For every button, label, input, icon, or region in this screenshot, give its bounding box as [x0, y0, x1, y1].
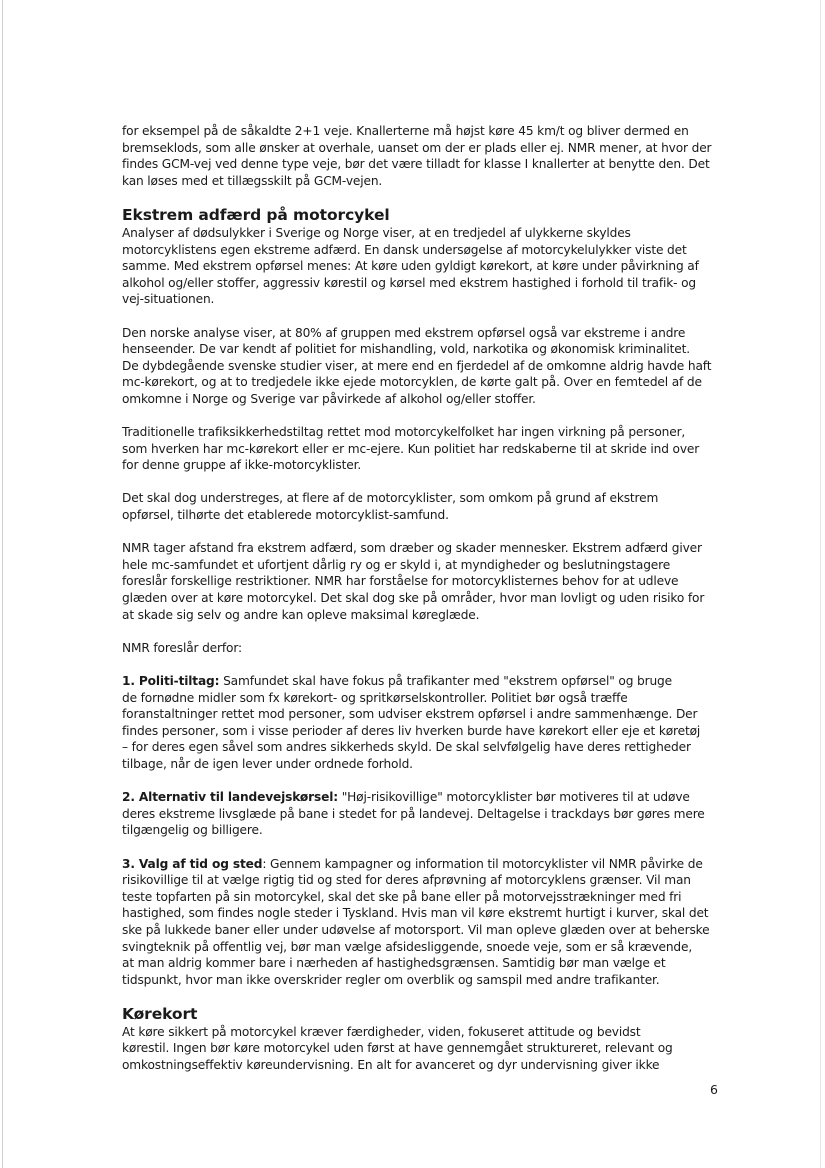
text-line: Den norske analyse viser, at 80% af gruppen med ekstrem opførsel også var ekstreme i andre — [122, 325, 686, 340]
section-heading-license: Kørekort — [122, 1004, 198, 1023]
text-line — [122, 856, 722, 873]
intro-paragraph — [122, 123, 722, 189]
proposal-lead: 1. Politi-tiltag: — [122, 674, 220, 688]
text-line: samme. Med ekstrem opførsel menes: At køre uden gyldigt kørekort, at køre under påvirkning af — [122, 259, 699, 274]
proposal-item — [122, 673, 722, 773]
text-line: for denne gruppe af ikke-motorcyklister. — [122, 458, 362, 473]
proposal-lead: 2. Alternativ til landevejskørsel: — [122, 790, 338, 805]
text-line: for eksempel på de såkaldte 2+1 veje. Knallerterne må højst køre 45 km/t og bliver dermed en — [122, 124, 689, 138]
license-paragraph — [122, 1024, 722, 1074]
proposal-text: "Høj-risikovillige" motorcyklister bør motiveres til at udøve — [337, 790, 690, 805]
page-number: 6 — [710, 1082, 718, 1097]
body-paragraph — [122, 540, 722, 623]
proposal-text: Samfundet skal have fokus på trafikanter med "ekstrem opførsel" og bruge — [219, 674, 672, 688]
text-line: alkohol og/eller stoffer, aggressiv kørestil og kørsel med ekstrem hastighed i forhold til trafik- og — [122, 275, 696, 290]
text-line: At køre sikkert på motorcykel kræver færdigheder, viden, fokuseret attitude og bevidst — [122, 1024, 641, 1039]
text-line: hastighed, som findes nogle steder i Tyskland. Hvis man vil køre ekstremt hurtigt i kurver, skal det — [122, 906, 709, 921]
text-line: De dybdegående svenske studier viser, at mere end en fjerdedel af de omkomne aldrig havde haft — [122, 358, 712, 373]
proposal-lead: 3. Valg af tid og sted — [122, 856, 263, 871]
body-paragraph — [122, 325, 722, 408]
text-line: Det skal dog understreges, at flere af de motorcyklister, som omkom på grund af ekstrem — [122, 491, 659, 506]
body-paragraph — [122, 640, 722, 657]
text-line: foreslår forskellige restriktioner. NMR har forståelse for motorcyklisternes behov for at udleve — [122, 574, 679, 589]
text-line: Analyser af dødsulykker i Sverige og Norge viser, at en tredjedel af ulykkerne skyldes — [122, 225, 631, 240]
text-line — [122, 789, 722, 806]
text-line: omkostningseffektiv køreundervisning. En alt for avanceret og dyr undervisning giver ikke — [122, 1058, 660, 1073]
text-line: findes personer, som i visse perioder af deres liv hverken burde have kørekort eller eje et køretøj — [122, 723, 701, 738]
proposal-text: : Gennem kampagner og information til motorcyklister vil NMR påvirke de — [262, 856, 703, 871]
text-line: – for deres egen såvel som andres sikkerheds skyld. De skal selvfølgelig have deres rettigheder — [122, 740, 691, 755]
text-line: kørestil. Ingen bør køre motorcykel uden først at have gennemgået struktureret, relevant og — [122, 1041, 673, 1056]
text-line: at man aldrig kommer bare i nærheden af hastighedsgrænsen. Samtidig bør man vælge et — [122, 956, 666, 971]
text-line: foranstaltninger rettet mod personer, som udviser ekstrem opførsel i andre sammenhænge. Der — [122, 707, 698, 722]
text-line: tidspunkt, hvor man ikke overskrider regler om overblik og samspil med andre trafikanter. — [122, 972, 660, 987]
text-line: hele mc-samfundet et ufortjent dårlig ry og er skyld i, at myndigheder og beslutningstagere — [122, 557, 671, 572]
text-line: henseender. De var kendt af politiet for mishandling, vold, narkotika og økonomisk kriminalitet. — [122, 342, 690, 357]
proposal-item — [122, 856, 722, 989]
text-line: kan løses med et tillægsskilt på GCM-vejen. — [122, 173, 383, 188]
text-line: glæden over at køre motorcykel. Det skal dog ske på områder, hvor man lovligt og uden risiko for — [122, 591, 705, 606]
text-line: som hverken har mc-kørekort eller er mc-ejere. Kun politiet har redskaberne til at skride ind over — [122, 441, 700, 456]
text-line: opførsel, tilhørte det etablerede motorcyklist-samfund. — [122, 508, 449, 523]
text-line — [122, 673, 722, 690]
text-line: mc-kørekort, og at to tredjedele ikke ejede motorcyklen, de kørte galt på. Over en femtedel af de — [122, 375, 702, 390]
text-line: bremseklods, som alle ønsker at overhale, uanset om der er plads eller ej. NMR mener, at hvor der — [122, 140, 712, 155]
text-line: risikovillige til at vælge rigtig tid og sted for deres afprøvning af motorcyklens grænser. Vil man — [122, 873, 691, 888]
text-line: ske på lukkede baner eller under udøvelse af motorsport. Vil man opleve glæden over at beherske — [122, 922, 710, 937]
scan-edge-line — [2, 0, 3, 1168]
body-paragraph — [122, 225, 722, 308]
text-line: de fornødne midler som fx kørekort- og spritkørselskontroller. Politiet bør også træffe — [122, 690, 628, 705]
text-line: Traditionelle trafiksikkerhedstiltag rettet mod motorcykelfolket har ingen virkning på personer, — [122, 425, 686, 440]
text-line: tilbage, når de igen lever under ordnede forhold. — [122, 756, 413, 771]
body-paragraph — [122, 424, 722, 474]
document-body — [122, 123, 722, 1090]
text-line: omkomne i Norge og Sverige var påvirkede af alkohol og/eller stoffer. — [122, 391, 536, 406]
proposal-item — [122, 789, 722, 839]
body-paragraph — [122, 490, 722, 523]
text-line: svingteknik på offentlig vej, bør man vælge afsidesliggende, snoede veje, som er så krævende, — [122, 939, 693, 954]
text-line: deres ekstreme livsglæde på bane i stedet for på landevej. Deltagelse i trackdays bør gøres mere — [122, 806, 705, 821]
section-extreme-behaviour — [122, 225, 722, 988]
text-line: teste topfarten på sin motorcykel, skal det ske på bane eller på motorvejsstrækninger med fri — [122, 889, 682, 904]
text-line: NMR tager afstand fra ekstrem adfærd, som dræber og skader mennesker. Ekstrem adfærd giver — [122, 541, 702, 556]
text-line: vej-situationen. — [122, 292, 215, 307]
scan-edge-line — [820, 0, 821, 1168]
text-line: motorcyklistens egen ekstreme adfærd. En dansk undersøgelse af motorcykelulykker viste det — [122, 242, 687, 257]
text-line: findes GCM-vej ved denne type veje, bør det være tilladt for klasse I knallerter at benytte den. Det — [122, 157, 710, 172]
section-heading-extreme-behaviour: Ekstrem adfærd på motorcykel — [122, 205, 390, 224]
text-line: NMR foreslår derfor: — [122, 640, 242, 655]
text-line: tilgængelig og billigere. — [122, 823, 263, 838]
text-line: at skade sig selv og andre kan opleve maksimal køreglæde. — [122, 607, 480, 622]
